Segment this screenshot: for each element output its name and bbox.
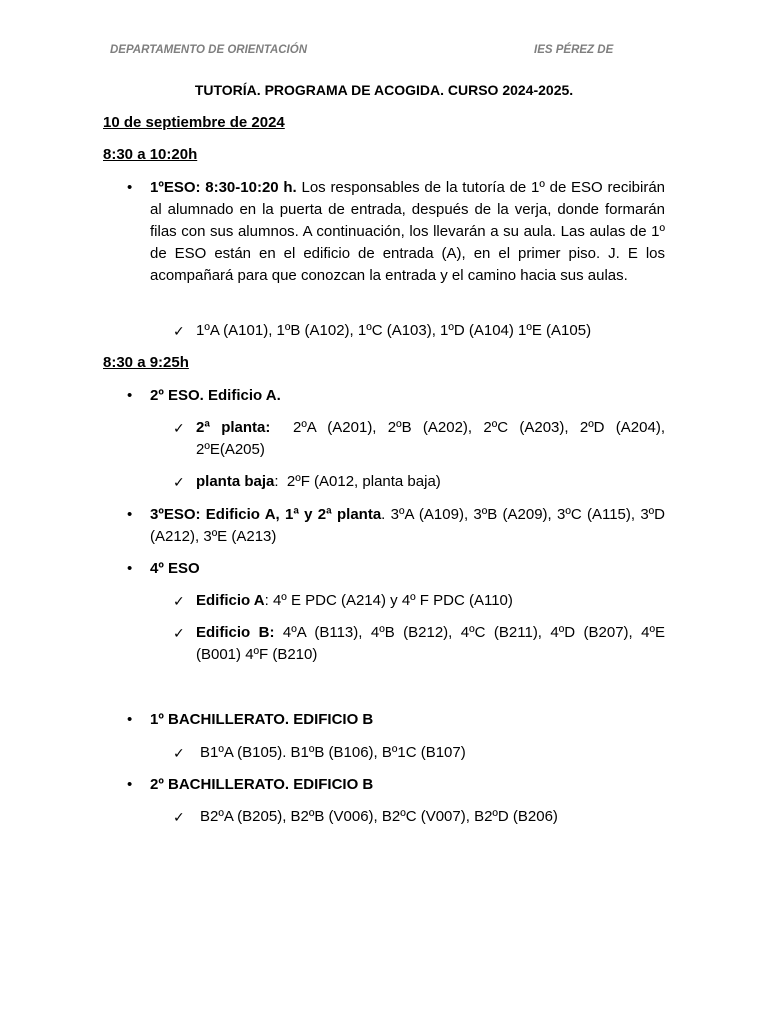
rooms-1eso: 1ºA (A101), 1ºB (A102), 1ºC (A103), 1ºD (A104) 1ºE (A105): [196, 322, 592, 339]
item-bach1-label: 1º BACHILLERATO. EDIFICIO B: [150, 711, 374, 728]
bullet-bach1: •: [127, 711, 133, 728]
item-4eso-label: 4º ESO: [150, 560, 200, 577]
time-heading-1: 8:30 a 10:20h: [103, 146, 198, 163]
check-icon: ✓: [173, 593, 185, 609]
item-1eso: [150, 177, 665, 287]
item-3eso-rooms: 3ºA (A109), 3ºB (A209), 3ºC (A115), 3ºD (A212), 3ºE (A213): [150, 506, 665, 545]
item-3eso: [150, 504, 665, 548]
bullet-2eso: •: [127, 387, 133, 404]
item-bach2-label: 2º BACHILLERATO. EDIFICIO B: [150, 776, 374, 793]
ground-colon: :: [274, 473, 279, 490]
header-school: IES PÉREZ DE: [534, 44, 614, 56]
check-icon: ✓: [173, 474, 185, 490]
ground-rooms: 2ºF (A012, planta baja): [286, 473, 441, 490]
check-icon: ✓: [173, 420, 185, 436]
bullet-bach2: •: [127, 776, 133, 793]
rooms-4eso-a: [196, 590, 665, 612]
ground-label: planta baja: [196, 473, 275, 490]
building-a-colon: :: [264, 592, 269, 609]
floor2-label: 2ª planta:: [196, 419, 271, 436]
rooms-2eso-floor2: [196, 417, 665, 461]
document-title: TUTORÍA. PROGRAMA DE ACOGIDA. CURSO 2024-2025.: [194, 82, 574, 98]
time-heading-2: 8:30 a 9:25h: [103, 354, 189, 371]
check-icon: ✓: [173, 745, 185, 761]
building-b-rooms: 4ºA (B113), 4ºB (B212), 4ºC (B211), 4ºD (B207), 4ºE (B001) 4ºF (B210): [196, 624, 665, 663]
bullet-3eso: •: [127, 506, 133, 523]
building-a-label: Edificio A: [196, 592, 265, 609]
floor2-rooms: 2ºA (A201), 2ºB (A202), 2ºC (A203), 2ºD (A204), 2ºE(A205): [196, 419, 665, 458]
building-a-rooms: 4º E PDC (A214) y 4º F PDC (A110): [272, 592, 513, 609]
check-icon: ✓: [173, 625, 185, 641]
item-bach2: [150, 774, 665, 796]
rooms-bach1: B1ºA (B105). B1ºB (B106), Bº1C (B107): [200, 744, 466, 761]
rooms-2eso-ground: [196, 471, 665, 493]
check-icon: ✓: [173, 809, 185, 825]
rooms-bach2: B2ºA (B205), B2ºB (V006), B2ºC (V007), B2ºD (B206): [200, 808, 558, 825]
bullet-4eso: •: [127, 560, 133, 577]
item-1eso-label: 1ºESO: 8:30-10:20 h.: [150, 179, 297, 196]
item-1eso-text: Los responsables de la tutoría de 1º de ESO recibirán al alumnado en la puerta de entrada, después de la verja, donde formarán filas con sus alumnos. A continuación, los llevarán a su aula. Las aulas de 1º de ESO están en el edificio de entrada (A), en el primer piso. J. E los acompañará para que conozcan la entrada y el camino hacia sus aulas.: [150, 179, 665, 284]
rooms-4eso-b: [196, 622, 665, 666]
item-4eso: [150, 558, 665, 580]
item-3eso-dot: .: [381, 506, 386, 523]
item-2eso-label: 2º ESO. Edificio A.: [150, 387, 281, 404]
date-heading: 10 de septiembre de 2024: [103, 114, 285, 131]
building-b-label: Edificio B:: [196, 624, 275, 641]
bullet-1eso: •: [127, 179, 133, 196]
check-icon: ✓: [173, 323, 185, 339]
item-bach1: [150, 709, 665, 731]
item-3eso-label: 3ºESO: Edificio A, 1ª y 2ª planta: [150, 506, 382, 523]
item-2eso: [150, 385, 665, 407]
header-department: DEPARTAMENTO DE ORIENTACIÓN: [110, 44, 307, 56]
